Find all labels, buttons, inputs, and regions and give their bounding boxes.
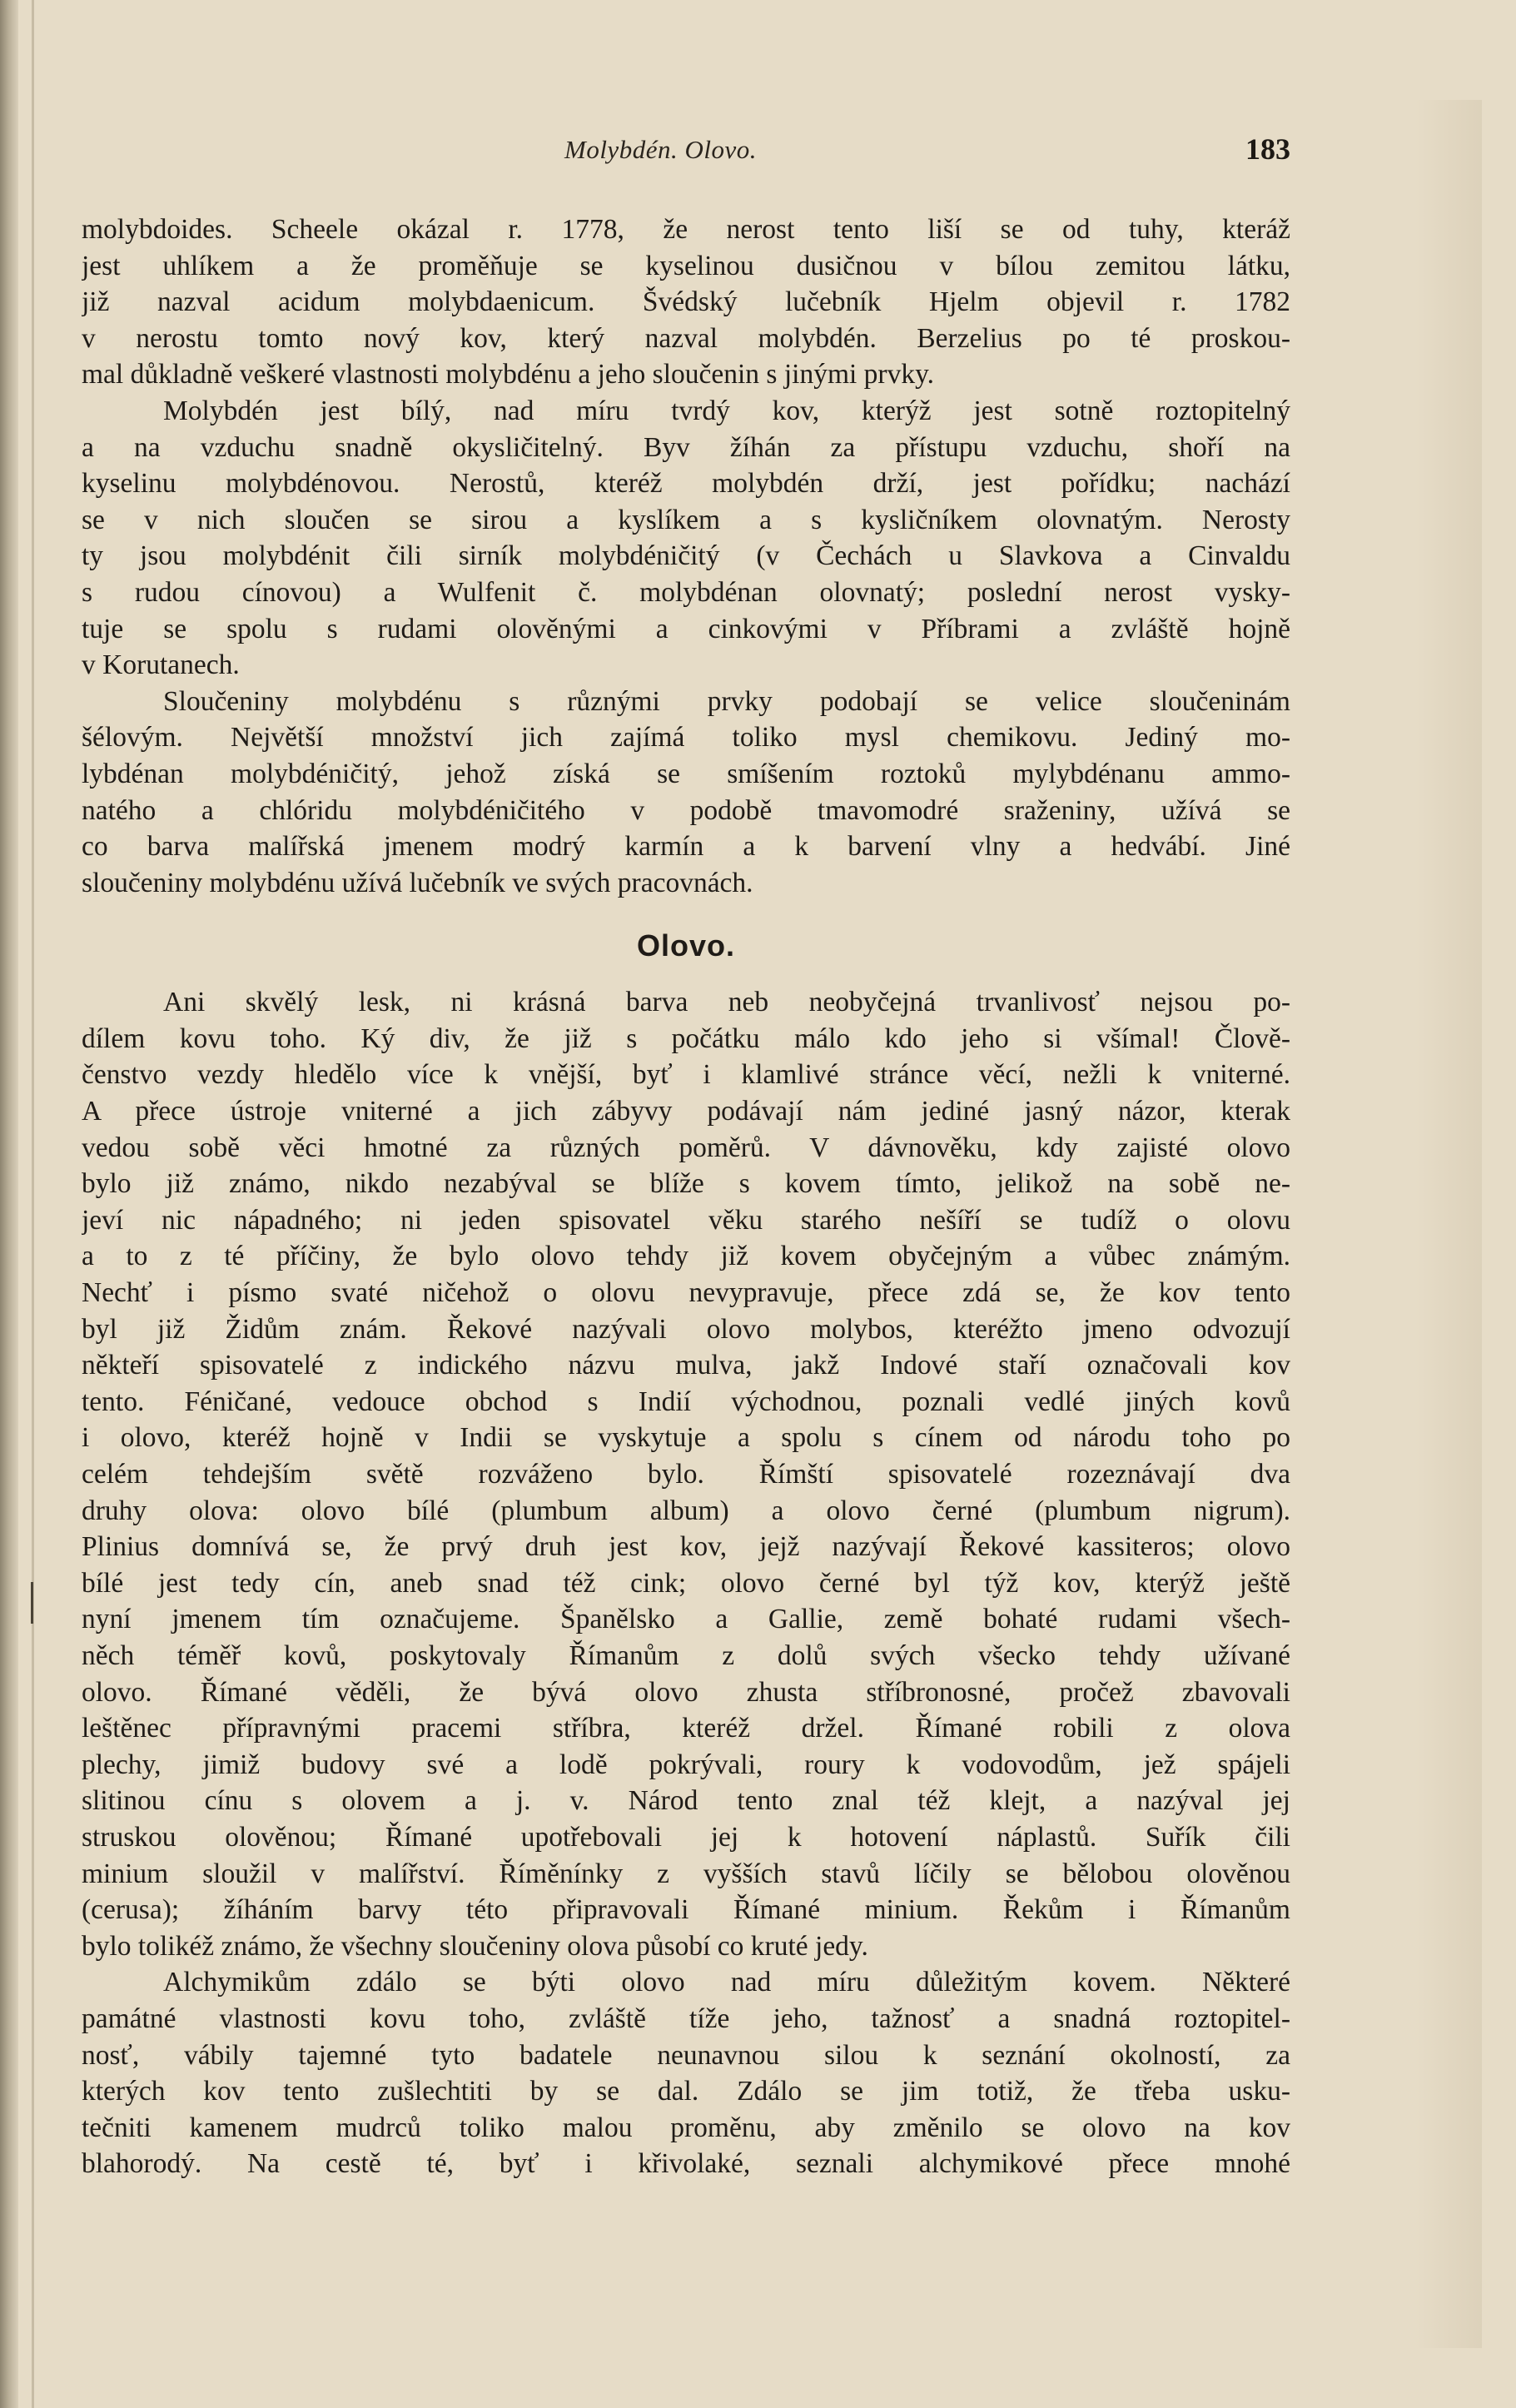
page-header	[83, 132, 1290, 177]
text-line: nosť, vábily tajemné tyto badatele neunavnou silou k seznání okolností, za	[82, 2039, 1290, 2071]
text-line: bílé jest tedy cín, aneb snad též cink; olovo černé byl týž kov, kterýž ještě	[82, 1567, 1290, 1599]
text-line: (cerusa); žíháním barvy této připravovali Římané minium. Řekům i Římanům	[82, 1894, 1290, 1926]
text-line: někteří spisovatelé z indického názvu mulva, jakž Indové staří označovali kov	[82, 1350, 1290, 1381]
text-line: druhy olova: olovo bílé (plumbum album) a olovo černé (plumbum nigrum).	[82, 1495, 1290, 1526]
text-line: v Korutanech.	[82, 649, 240, 681]
text-line: kterých kov tento zušlechtiti by se dal. Zdálo se jim totiž, že třeba usku-	[82, 2076, 1290, 2107]
text-line: Sloučeniny molybdénu s různými prvky podobají se velice sloučeninám	[163, 685, 1290, 717]
text-line: co barva malířská jmenem modrý karmín a k barvení vlny a hedvábí. Jiné	[82, 831, 1290, 863]
text-line: tečniti kamenem mudrců toliko malou proměnu, aby změnilo se olovo na kov	[82, 2112, 1290, 2143]
text-line: tento. Féničané, vedouce obchod s Indií východnou, poznali vedlé jiných kovů	[82, 1386, 1290, 1417]
paragraph-molybdoides	[82, 211, 1290, 393]
text-line: Alchymikům zdálo se býti olovo nad míru důležitým kovem. Některé	[163, 1967, 1290, 1998]
section-heading: Olovo.	[636, 928, 735, 963]
text-line: a to z té příčiny, že bylo olovo tehdy již kovem obyčejným a vůbec známým.	[82, 1241, 1290, 1272]
paragraph-molybden-properties	[82, 393, 1290, 684]
text-line: tuje se spolu s rudami olověnými a cinkovými v Příbrami a zvláště hojně	[82, 613, 1290, 644]
paragraph-molybden-compounds	[82, 684, 1290, 902]
text-line: něch téměř kovů, poskytovaly Římanům z dolů svých všecko tehdy užívané	[82, 1639, 1290, 1671]
text-line: již nazval acidum molybdaenicum. Švédský lučebník Hjelm objevil r. 1782	[82, 286, 1290, 318]
text-line: Molybdén jest bílý, nad míru tvrdý kov, kterýž jest sotně roztopitelný	[163, 395, 1290, 426]
text-line: čenstvo vezdy hledělo více k vnější, byť i klamlivé stránce věcí, nežli k vniterné.	[82, 1059, 1290, 1091]
text-line: slitinou cínu s olovem a j. v. Národ tento znal též klejt, a nazýval jej	[82, 1785, 1290, 1817]
text-line: molybdoides. Scheele okázal r. 1778, že nerost tento liší se od tuhy, kteráž	[82, 214, 1290, 245]
text-line: se v nich sloučen se sirou a kyslíkem a s kysličníkem olovnatým. Nerosty	[82, 504, 1290, 535]
text-line: bylo tolikéž známo, že všechny sloučeniny olova působí co kruté jedy.	[82, 1930, 868, 1962]
text-line: v nerostu tomto nový kov, který nazval molybdén. Berzelius po té proskou-	[82, 322, 1290, 354]
text-line: Plinius domnívá se, že prvý druh jest kov, jejž nazývají Řekové kassiteros; olovo	[82, 1531, 1290, 1563]
page-edge-shading	[1415, 100, 1482, 2348]
text-line: byl již Židům znám. Řekové nazývali olovo molybos, kteréžto jmeno odvozují	[82, 1313, 1290, 1345]
text-line: bylo již známo, nikdo nezabýval se blíže s kovem tímto, jelikož na sobě ne-	[82, 1168, 1290, 1200]
text-line: lybdénan molybdéničitý, jehož získá se smíšením roztoků mylybdénanu ammo-	[82, 758, 1290, 789]
text-line: celém tehdejším světě rozváženo bylo. Římští spisovatelé rozeznávají dva	[82, 1459, 1290, 1490]
text-line: dílem kovu toho. Ký div, že již s počátku málo kdo jeho si všímal! Člově-	[82, 1022, 1290, 1054]
text-line: jest uhlíkem a že proměňuje se kyselinou dusičnou v bílou zemitou látku,	[82, 250, 1290, 281]
paragraph-olovo-history	[82, 984, 1290, 1964]
text-line: A přece ústroje vniterné a jich zábyvy podávají nám jediné jasný názor, kterak	[82, 1096, 1290, 1127]
margin-mark	[31, 1582, 33, 1624]
text-line: Nechť i písmo svaté ničehož o olovu nevypravuje, přece zdá se, že kov tento	[82, 1277, 1290, 1309]
page-edge-line	[32, 0, 34, 2408]
text-line: struskou olověnou; Římané upotřebovali jej k hotovení náplastů. Suřík čili	[82, 1821, 1290, 1853]
text-line: Ani skvělý lesk, ni krásná barva neb neobyčejná trvanlivosť nejsou po-	[163, 987, 1290, 1018]
text-line: jeví nic nápadného; ni jeden spisovatel věku starého nešíří se tudíž o olovu	[82, 1204, 1290, 1236]
text-line: leštěnec přípravnými pracemi stříbra, kteréž držel. Římané robili z olova	[82, 1713, 1290, 1744]
text-line: vedou sobě věci hmotné za různých poměrů. V dávnověku, kdy zajisté olovo	[82, 1132, 1290, 1163]
text-line: plechy, jimiž budovy své a lodě pokrývali, roury k vodovodům, jež spájeli	[82, 1749, 1290, 1780]
running-head: Molybdén. Olovo.	[564, 135, 757, 164]
page-number: 183	[1245, 132, 1290, 166]
page-body	[82, 211, 1290, 2182]
text-line: olovo. Římané věděli, že bývá olovo zhusta stříbronosné, pročež zbavovali	[82, 1676, 1290, 1708]
text-line: nyní jmenem tím označujeme. Španělsko a Gallie, země bohaté rudami všech-	[82, 1604, 1290, 1635]
text-line: mal důkladně veškeré vlastnosti molybdénu a jeho sloučenin s jinými prvky.	[82, 359, 935, 391]
text-line: natého a chlóridu molybdéničitého v podobě tmavomodré sraženiny, užívá se	[82, 794, 1290, 826]
text-line: blahorodý. Na cestě té, byť i křivolaké, seznali alchymikové přece mnohé	[82, 2148, 1290, 2180]
text-line: sloučeniny molybdénu užívá lučebník ve svých pracovnách.	[82, 867, 753, 898]
text-line: šélovým. Největší množství jich zajímá toliko mysl chemikovu. Jediný mo-	[82, 722, 1290, 754]
text-line: kyselinu molybdénovou. Nerostů, kteréž molybdén drží, jest pořídku; nachází	[82, 468, 1290, 500]
text-line: a na vzduchu snadně okysličitelný. Byv žíhán za přístupu vzduchu, shoří na	[82, 431, 1290, 463]
binding-gutter	[0, 0, 18, 2408]
text-line: minium sloužil v malířství. Říměnínky z vyšších stavů líčily se bělobou olověnou	[82, 1858, 1290, 1889]
text-line: památné vlastnosti kovu toho, zvláště tíže jeho, tažnosť a snadná roztopitel-	[82, 2003, 1290, 2034]
text-line: i olovo, kteréž hojně v Indii se vyskytuje a spolu s cínem od národu toho po	[82, 1422, 1290, 1454]
text-line: ty jsou molybdénit čili sirník molybdéničitý (v Čechách u Slavkova a Cinvaldu	[82, 540, 1290, 572]
paragraph-alchemists	[82, 1964, 1290, 2182]
text-line: s rudou cínovou) a Wulfenit č. molybdénan olovnatý; poslední nerost vysky-	[82, 576, 1290, 608]
